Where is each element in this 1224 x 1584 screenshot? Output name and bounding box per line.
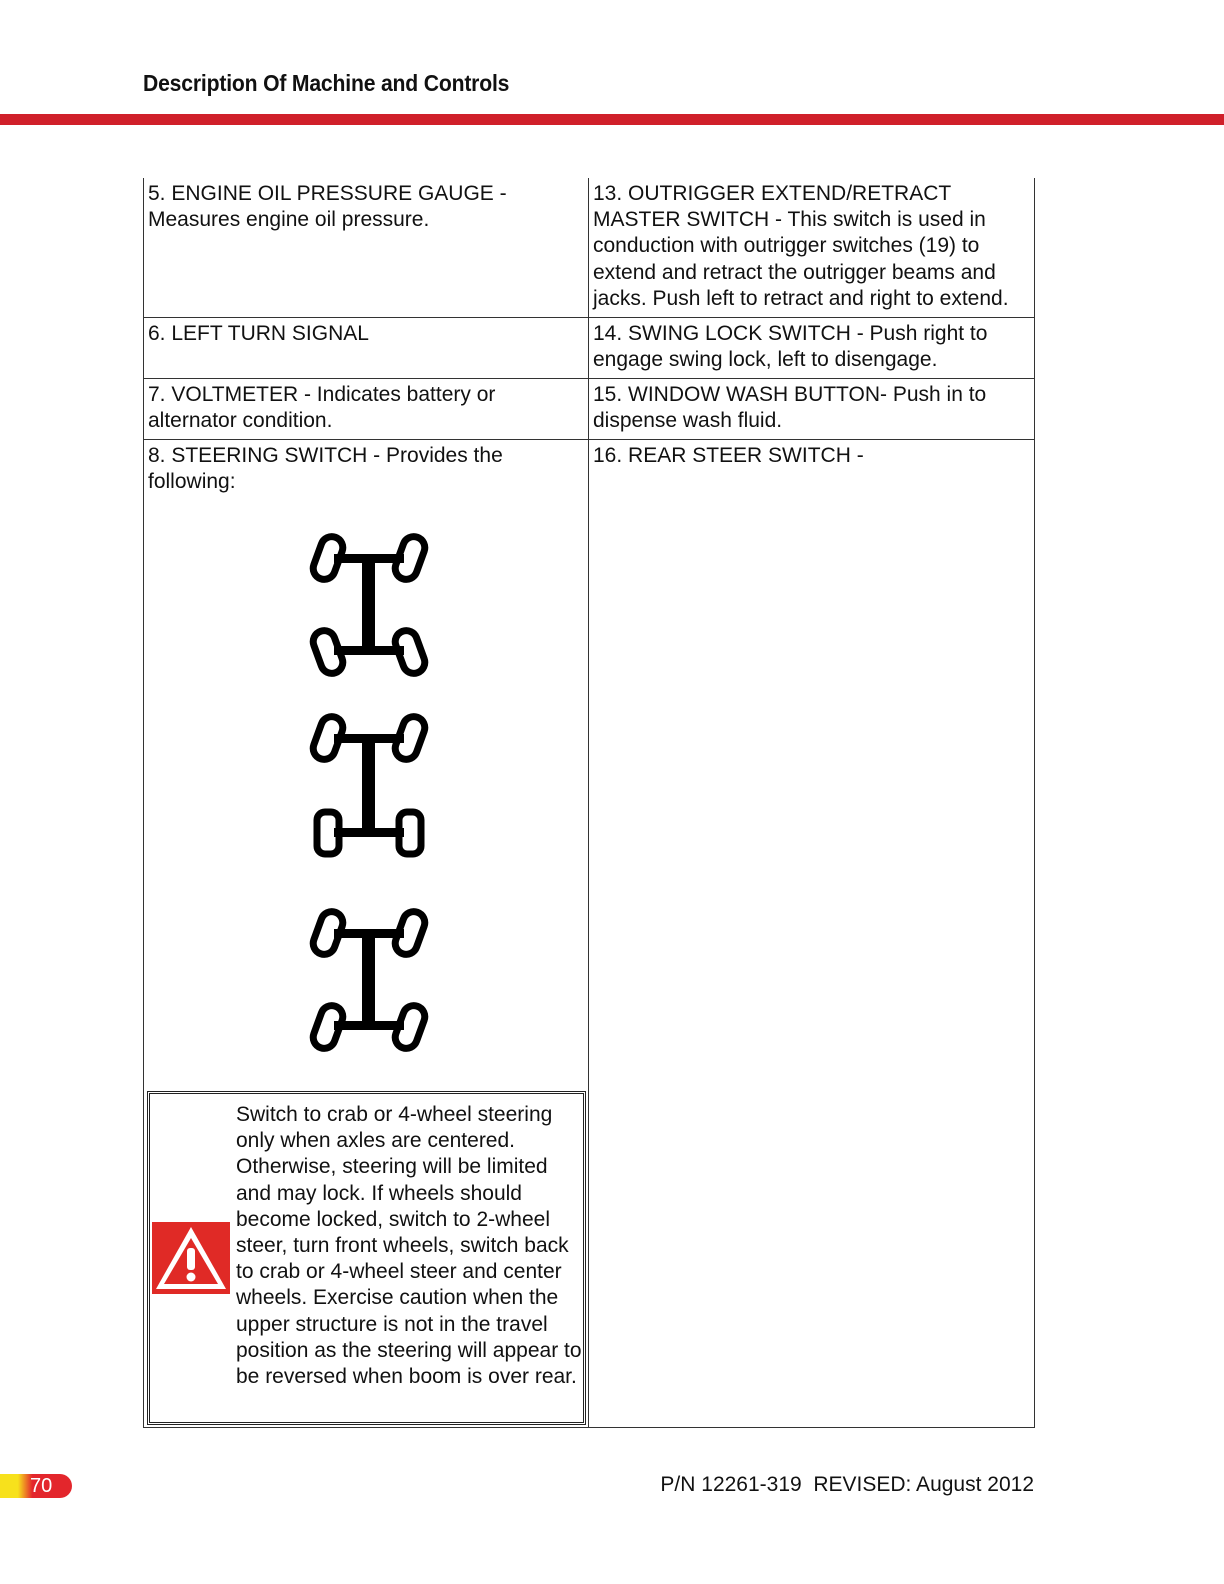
table-row — [144, 318, 1034, 379]
crab-steer-icon — [309, 905, 429, 1055]
table-cell — [144, 440, 589, 1427]
table-cell: 6. LEFT TURN SIGNAL — [144, 318, 589, 378]
page-number-badge — [0, 1474, 72, 1498]
table-cell: 16. REAR STEER SWITCH - — [593, 444, 864, 467]
header-rule — [0, 114, 1224, 125]
controls-table — [143, 178, 1035, 1428]
table-cell: 13. OUTRIGGER EXTEND/RETRACT MASTER SWITCH - This switch is used in conduction with outrigger switches (19) to extend and retract the outrigger beams and jacks. Push left to retract and right to extend. — [593, 182, 1009, 310]
table-cell: 5. ENGINE OIL PRESSURE GAUGE - Measures engine oil pressure. — [144, 178, 589, 317]
table-cell: 14. SWING LOCK SWITCH - Push right to engage swing lock, left to disengage. — [593, 322, 988, 372]
page-title: Description Of Machine and Controls — [143, 70, 510, 96]
warning-box — [147, 1091, 586, 1425]
table-row — [144, 178, 1034, 318]
table-cell: 15. WINDOW WASH BUTTON- Push in to dispense wash fluid. — [593, 383, 987, 433]
footer-part-number: P/N 12261-319 REVISED: August 2012 — [660, 1473, 1034, 1496]
steering-switch-description: 8. STEERING SWITCH - Provides the following: — [148, 444, 503, 494]
page-number: 70 — [30, 1475, 53, 1497]
warning-text: Switch to crab or 4-wheel steering only when axles are centered. Otherwise, steering will be limited and may lock. If wheels should become locked, switch to 2-wheel steer, turn front wheels, switch back to crab or 4-wheel steer and center wheels. Exercise caution when the upper structure is not in the travel position as the steering will appear to be reversed when boom is over rear. — [236, 1103, 582, 1389]
warning-triangle-icon — [152, 1222, 230, 1294]
table-row — [144, 379, 1034, 440]
table-row — [144, 440, 1034, 1427]
two-wheel-steer-icon — [309, 710, 429, 860]
table-cell: 7. VOLTMETER - Indicates battery or alternator condition. — [144, 379, 589, 439]
four-wheel-steer-icon — [309, 530, 429, 680]
